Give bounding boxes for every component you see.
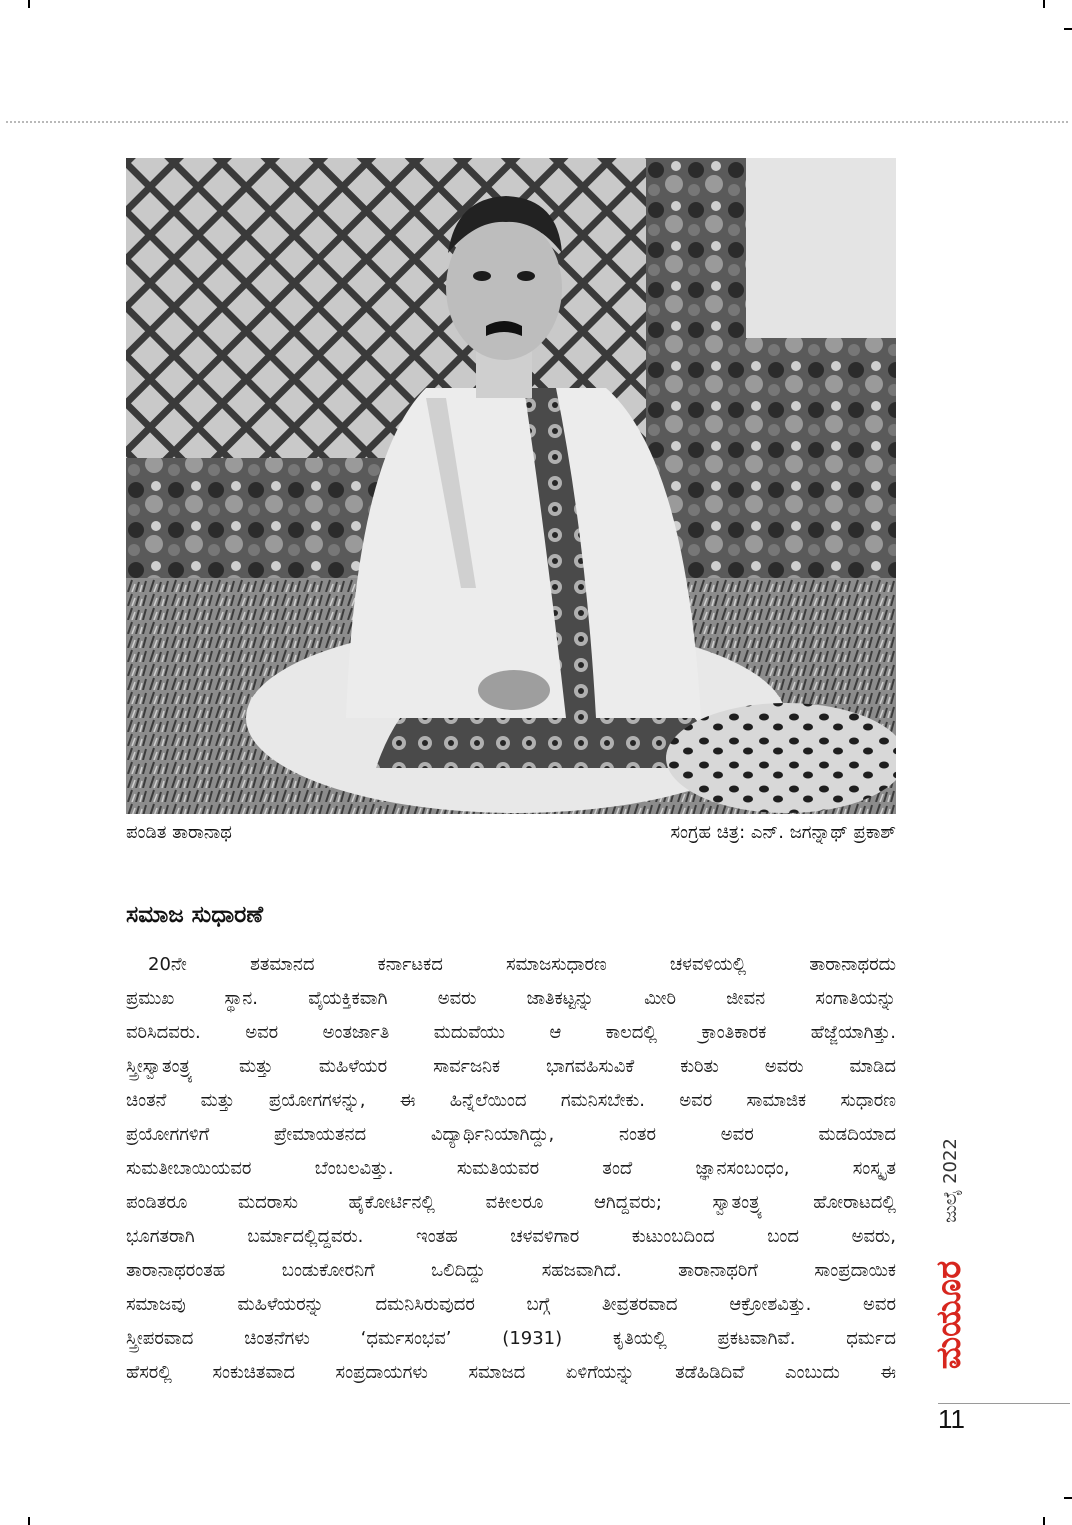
issue-date — [932, 1120, 968, 1240]
body-line: ಪಂಡಿತರೂ ಮದರಾಸು ಹೈಕೋರ್ಟಿನಲ್ಲಿ ವಕೀಲರೂ ಆಗಿದ್ದವರು; ಸ್ವಾತಂತ್ರ್ಯ ಹೋರಾಟದಲ್ಲಿ — [126, 1192, 896, 1213]
section-heading: ಸಮಾಜ ಸುಧಾರಣೆ — [126, 902, 264, 928]
body-line: ಸಮಾಜವು ಮಹಿಳೆಯರನ್ನು ದಮನಿಸಿರುವುದರ ಬಗ್ಗೆ ತೀವ್ರತರವಾದ ಆಕ್ರೋಶವಿತ್ತು. ಅವರ — [126, 1294, 896, 1315]
body-line: 20ನೇ ಶತಮಾನದ ಕರ್ನಾಟಕದ ಸಮಾಜಸುಧಾರಣ ಚಳವಳಿಯಲ್ಲಿ ತಾರಾನಾಥರದು — [148, 954, 896, 975]
body-line: ಸ್ತ್ರೀಪರವಾದ ಚಿಂತನೆಗಳು ‘ಧರ್ಮಸಂಭವ’ (1931) ಕೃತಿಯಲ್ಲಿ ಪ್ರಕಟವಾಗಿವೆ. ಧರ್ಮದ — [126, 1328, 896, 1349]
header-dotted-rule — [6, 121, 1068, 123]
body-line: ವರಿಸಿದವರು. ಅವರ ಅಂತರ್ಜಾತಿ ಮದುವೆಯು ಆ ಕಾಲದಲ್ಲಿ ಕ್ರಾಂತಿಕಾರಕ ಹೆಜ್ಜೆಯಾಗಿತ್ತು. — [126, 1022, 896, 1043]
issue-date-label: ಜುಲೈ 2022 — [939, 1137, 961, 1223]
body-line: ಸ್ತ್ರೀಸ್ವಾತಂತ್ರ್ಯ ಮತ್ತು ಮಹಿಳೆಯರ ಸಾರ್ವಜನಿಕ ಭಾಗವಹಿಸುವಿಕೆ ಕುರಿತು ಅವರು ಮಾಡಿದ — [126, 1056, 896, 1077]
crop-mark-top-right — [1043, 0, 1045, 8]
body-line: ಪ್ರಯೋಗಗಳಿಗೆ ಪ್ರೇಮಾಯತನದ ವಿದ್ಯಾರ್ಥಿನಿಯಾಗಿದ್ದು, ನಂತರ ಅವರ ಮಡದಿಯಾದ — [126, 1124, 896, 1145]
photo-caption: ಪಂಡಿತ ತಾರಾನಾಥ — [126, 822, 232, 843]
crop-mark-bottom-right — [1043, 1517, 1045, 1525]
photo-credit: ಸಂಗ್ರಹ ಚಿತ್ರ: ಎನ್. ಜಗನ್ನಾಥ್ ಪ್ರಕಾಶ್ — [670, 822, 896, 843]
crop-mark-right-upper — [1064, 28, 1072, 30]
article-body — [126, 948, 896, 1390]
crop-mark-bottom-left — [28, 1517, 30, 1525]
magazine-logo-text: ಮಯೂರ — [929, 1260, 969, 1370]
magazine-logo — [924, 1250, 974, 1380]
body-line: ತಾರಾನಾಥರಂತಹ ಬಂಡುಕೋರನಿಗೆ ಒಲಿದಿದ್ದು ಸಹಜವಾಗಿದೆ. ತಾರಾನಾಥರಿಗೆ ಸಾಂಪ್ರದಾಯಿಕ — [126, 1260, 896, 1281]
body-line: ಹೆಸರಲ್ಲಿ ಸಂಕುಚಿತವಾದ ಸಂಪ್ರದಾಯಗಳು ಸಮಾಜದ ಏಳಿಗೆಯನ್ನು ತಡೆಹಿಡಿದಿವೆ ಎಂಬುದು ಈ — [126, 1362, 896, 1383]
body-line: ಭೂಗತರಾಗಿ ಬರ್ಮಾದಲ್ಲಿದ್ದವರು. ಇಂತಹ ಚಳವಳಿಗಾರ ಕುಟುಂಬದಿಂದ ಬಂದ ಅವರು, — [126, 1226, 896, 1247]
page-number: 11 — [938, 1404, 965, 1434]
body-line: ಪ್ರಮುಖ ಸ್ಥಾನ. ವೈಯಕ್ತಿಕವಾಗಿ ಅವರು ಜಾತಿಕಟ್ಟನ್ನು ಮೀರಿ ಜೀವನ ಸಂಗಾತಿಯನ್ನು — [126, 988, 896, 1009]
portrait-photo-illustration — [126, 158, 896, 814]
crop-mark-right-lower — [1064, 1497, 1072, 1499]
portrait-photo — [126, 158, 896, 814]
body-line: ಸುಮತೀಬಾಯಿಯವರ ಬೆಂಬಲವಿತ್ತು. ಸುಮತಿಯವರ ತಂದೆ ಜ್ಞಾನಸಂಬಂಧಂ, ಸಂಸ್ಕೃತ — [126, 1158, 896, 1179]
crop-mark-top-left — [28, 0, 30, 8]
body-line: ಚಿಂತನೆ ಮತ್ತು ಪ್ರಯೋಗಗಳನ್ನು, ಈ ಹಿನ್ನೆಲೆಯಿಂದ ಗಮನಿಸಬೇಕು. ಅವರ ಸಾಮಾಜಿಕ ಸುಧಾರಣ — [126, 1090, 896, 1111]
